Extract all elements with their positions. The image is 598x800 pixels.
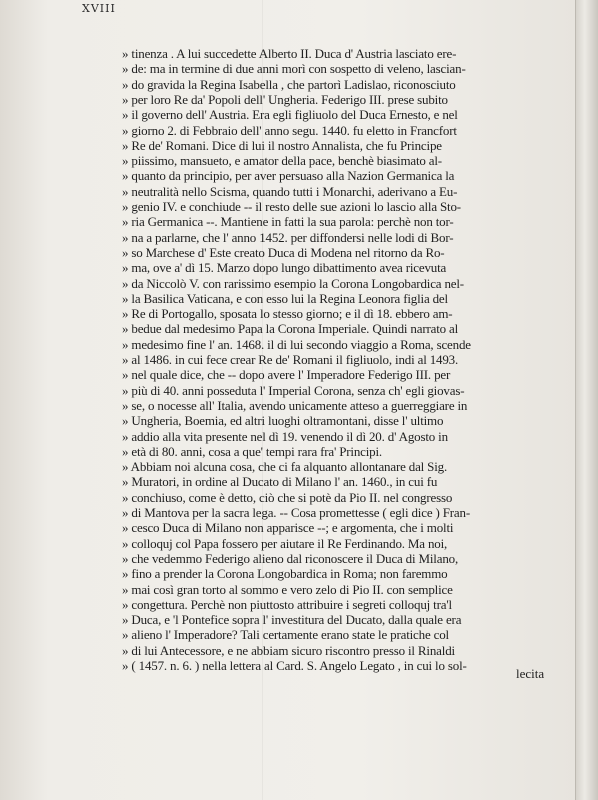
text-line: » so Marchese d' Este creato Duca di Modena nel ritorno da Ro- xyxy=(122,244,445,260)
text-line: » Muratori, in ordine al Ducato di Milano l' an. 1460., in cui fu xyxy=(122,474,438,490)
text-line: » giorno 2. di Febbraio dell' anno segu. 1440. fu eletto in Francfort xyxy=(122,122,457,138)
catchword: lecita xyxy=(516,666,545,681)
text-line: » che vedemmo Federigo alieno dal riconoscere il Duca di Milano, xyxy=(122,550,459,566)
text-line: » neutralità nello Scisma, quando tutti i Monarchi, aderivano a Eu- xyxy=(122,183,458,199)
text-line: » genio IV. e conchiude -- il resto delle sue azioni lo lascio alla Sto- xyxy=(122,199,461,214)
text-line: » nel quale dice, che -- dopo avere l' Imperadore Federigo III. per xyxy=(122,367,451,383)
text-line: » Duca, e 'l Pontefice sopra l' investitura del Ducato, dalla quale era xyxy=(122,612,462,628)
text-line: » piissimo, mansueto, e amator della pace, benchè biasimato al- xyxy=(122,153,442,169)
text-line: » Ungheria, Boemia, ed altri luoghi oltramontani, disse l' ultimo xyxy=(122,413,444,429)
text-line: » conchiuso, come è detto, ciò che si potè da Pio II. nel congresso xyxy=(122,489,453,505)
text-line: » quanto da principio, per aver persuaso alla Nazion Germanica la xyxy=(122,168,455,184)
text-line: » mai così gran torto al sommo e vero zelo di Pio II. con semplice xyxy=(122,581,453,597)
text-line: » di Mantova per la sacra lega. -- Cosa promettesse ( egli dice ) Fran- xyxy=(122,505,470,520)
text-line: » di lui Antecessore, e ne abbiam sicuro riscontro presso il Rinaldi xyxy=(122,642,455,658)
text-line: » medesimo fine l' an. 1468. il di lui secondo viaggio a Roma, scende xyxy=(122,336,471,352)
text-line: » Abbiam noi alcuna cosa, che ci fa alquanto allontanare dal Sig. xyxy=(122,459,448,475)
text-line: » età di 80. anni, cosa a que' tempi rara fra' Principi. xyxy=(122,443,382,459)
text-line: » la Basilica Vaticana, e con esso lui la Regina Leonora figlia del xyxy=(122,290,448,306)
text-line: » il governo dell' Austria. Era egli figliuolo del Duca Ernesto, e nel xyxy=(122,107,458,123)
text-line: » colloquj col Papa fossero per aiutare il Re Ferdinando. Ma noi, xyxy=(122,535,448,551)
text-line: » ma, ove a' dì 15. Marzo dopo lungo dibattimento avea ricevuta xyxy=(122,260,447,276)
text-line: » da Niccolò V. con rarissimo esempio la Corona Longobardica nel- xyxy=(122,275,464,291)
text-line: » Re de' Romani. Dice di lui il nostro Annalista, che fu Principe xyxy=(122,137,442,153)
page-number: XVIII xyxy=(82,2,116,15)
text-line: » bedue dal medesimo Papa la Corona Imperiale. Quindi narrato al xyxy=(122,321,459,337)
text-line: » ( 1457. n. 6. ) nella lettera al Card. S. Angelo Legato , in cui lo sol- xyxy=(122,658,467,673)
text-line: » cesco Duca di Milano non apparisce --; e argomenta, che i molti xyxy=(122,520,454,536)
text-line: » addio alla vita presente nel dì 19. venendo il dì 20. d' Agosto in xyxy=(122,428,448,444)
text-line: » per loro Re da' Popoli dell' Ungheria. Federigo III. prese subito xyxy=(122,91,448,107)
text-line: » do gravida la Regina Isabella , che partorì Ladislao, riconosciuto xyxy=(122,76,456,92)
text-line: » ria Germanica --. Mantiene in fatti la sua parola: perchè non tor- xyxy=(122,214,454,230)
text-line: » tinenza . A lui succedette Alberto II. Duca d' Austria lasciato ere- xyxy=(122,46,457,61)
text-line: » se, o nocesse all' Italia, avendo unicamente atteso a guerreggiare in xyxy=(122,397,468,413)
text-line: » alieno l' Imperadore? Tali certamente erano state le pratiche col xyxy=(122,627,449,643)
text-line: » Re di Portogallo, sposata lo stesso giorno; e il dì 18. ebbero am- xyxy=(122,306,453,322)
text-line: » de: ma in termine di due anni morì con sospetto di veleno, lascian- xyxy=(122,61,466,77)
text-line: » più di 40. anni posseduta l' Imperial Corona, senza ch' egli giovas- xyxy=(122,382,465,398)
text-line: » al 1486. in cui fece crear Re de' Romani il figliuolo, indi al 1493. xyxy=(122,352,459,367)
page-edge xyxy=(575,0,598,800)
text-line: » congettura. Perchè non piuttosto attribuire i segreti colloquj tra'l xyxy=(122,596,452,612)
text-line: » fino a prender la Corona Longobardica in Roma; non faremmo xyxy=(122,566,448,582)
text-line: » na a parlarne, che l' anno 1452. per diffondersi nelle lodi di Bor- xyxy=(122,229,454,245)
